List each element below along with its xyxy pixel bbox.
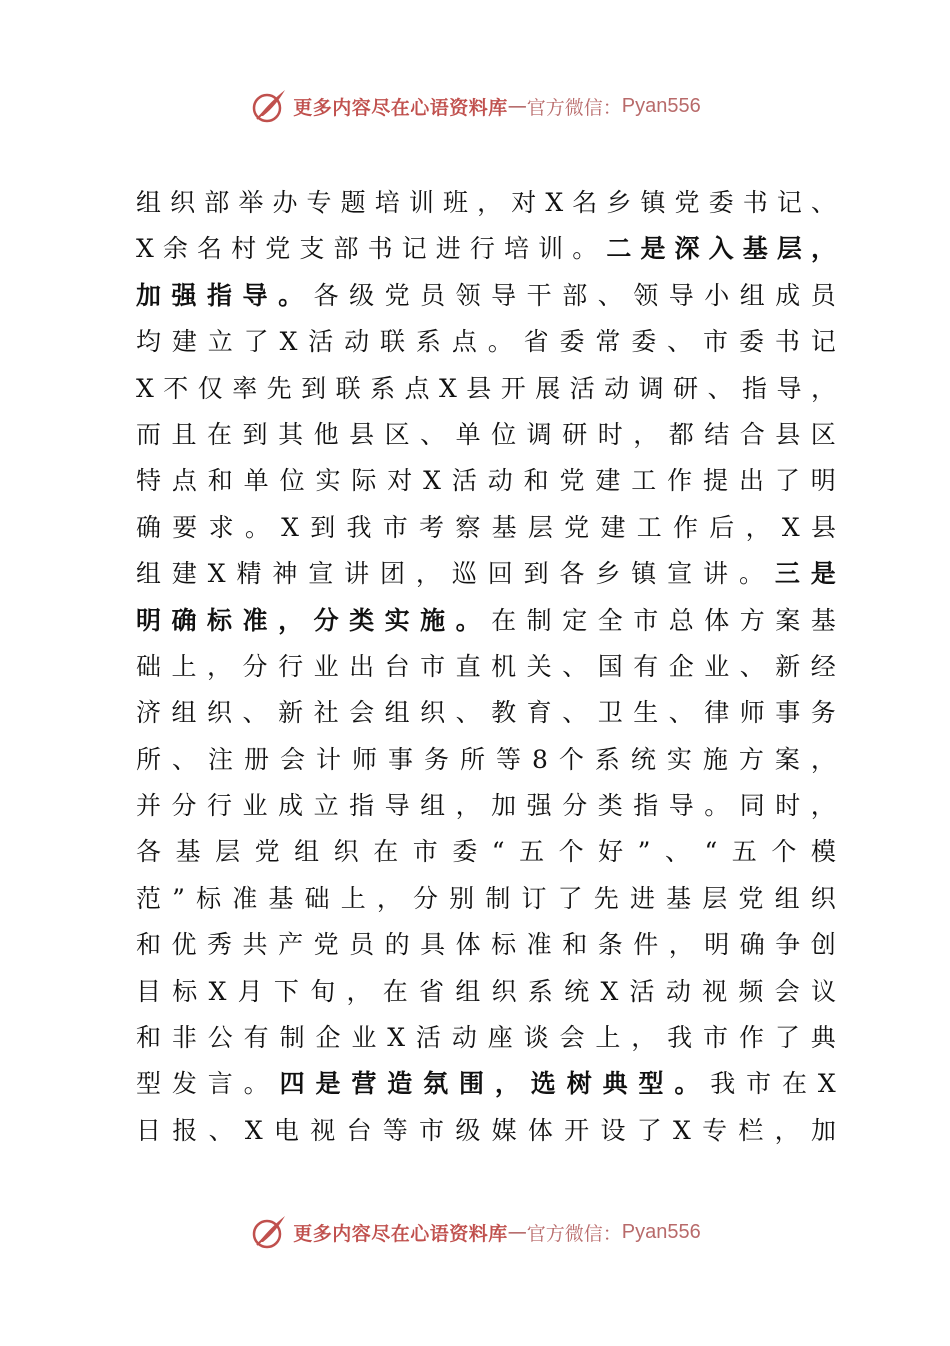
header-wechat-label: 官方微信：	[526, 96, 622, 119]
text-line: X 余 名 村 党 支 部 书 记 进 行 培 训 。 二 是 深 入 基 层 ，	[136, 234, 836, 264]
text-line: 济 组 织 、 新 社 会 组 织 、 教 育 、 卫 生 、 律 师 事 务	[136, 698, 836, 728]
text-line: 加 强 指 导 。 各 级 党 员 领 导 干 部 、 领 导 小 组 成 员	[136, 280, 836, 310]
text-line: 而 且 在 到 其 他 县 区 、 单 位 调 研 时 ， 都 结 合 县 区	[136, 419, 836, 449]
header-watermark	[0, 86, 950, 126]
text-line: 特 点 和 单 位 实 际 对 X 活 动 和 党 建 工 作 提 出 了 明	[136, 466, 836, 496]
footer-wechat-label: 官方微信：	[526, 1222, 622, 1245]
text-line: 所 、 注 册 会 计 师 事 务 所 等 8 个 系 统 实 施 方 案 ，	[136, 744, 836, 774]
header-dash: —	[507, 95, 527, 117]
text-line: 均 建 立 了 X 活 动 联 系 点 。 省 委 常 委 、 市 委 书 记	[136, 327, 836, 357]
text-line: 明 确 标 准 ， 分 类 实 施 。 在 制 定 全 市 总 体 方 案 基	[136, 605, 836, 635]
footer-watermark	[0, 1212, 950, 1252]
quill-logo-icon	[249, 86, 289, 126]
text-line: 日 报 、 X 电 视 台 等 市 级 媒 体 开 设 了 X 专 栏 ， 加	[136, 1115, 836, 1145]
footer-account: Pyan556	[621, 1220, 701, 1243]
footer-brand: 更多内容尽在心语资料库	[293, 1222, 508, 1245]
text-line: 组 织 部 举 办 专 题 培 训 班 ， 对 X 名 乡 镇 党 委 书 记 、	[136, 188, 836, 217]
text-line: 型 发 言 。 四 是 营 造 氛 围 ， 选 树 典 型 。 我 市 在 X	[136, 1069, 836, 1099]
text-line: 础 上 ， 分 行 业 出 台 市 直 机 关 、 国 有 企 业 、 新 经	[136, 651, 836, 681]
text-line: 各 基 层 党 组 织 在 市 委 “ 五 个 好 ” 、 “ 五 个 模	[136, 837, 836, 867]
footer-dash: —	[507, 1221, 527, 1243]
quill-logo-icon	[249, 1212, 289, 1252]
text-line: 并 分 行 业 成 立 指 导 组 ， 加 强 分 类 指 导 。 同 时 ，	[136, 791, 836, 821]
text-line: 和 优 秀 共 产 党 员 的 具 体 标 准 和 条 件 ， 明 确 争 创	[136, 930, 836, 960]
header-brand: 更多内容尽在心语资料库	[293, 96, 508, 119]
text-line: 组 建 X 精 神 宣 讲 团 ， 巡 回 到 各 乡 镇 宣 讲 。 三 是	[136, 559, 836, 589]
document-body	[136, 180, 836, 1154]
header-account: Pyan556	[621, 94, 701, 117]
text-line: X 不 仅 率 先 到 联 系 点 X 县 开 展 活 动 调 研 、 指 导 ，	[136, 373, 836, 403]
text-line: 和 非 公 有 制 企 业 X 活 动 座 谈 会 上 ， 我 市 作 了 典	[136, 1023, 836, 1053]
text-line: 范 ” 标 准 基 础 上 ， 分 别 制 订 了 先 进 基 层 党 组 织	[136, 883, 836, 913]
text-line: 目 标 X 月 下 旬 ， 在 省 组 织 系 统 X 活 动 视 频 会 议	[136, 976, 836, 1006]
text-line: 确 要 求 。 X 到 我 市 考 察 基 层 党 建 工 作 后 ， X 县	[136, 512, 836, 542]
